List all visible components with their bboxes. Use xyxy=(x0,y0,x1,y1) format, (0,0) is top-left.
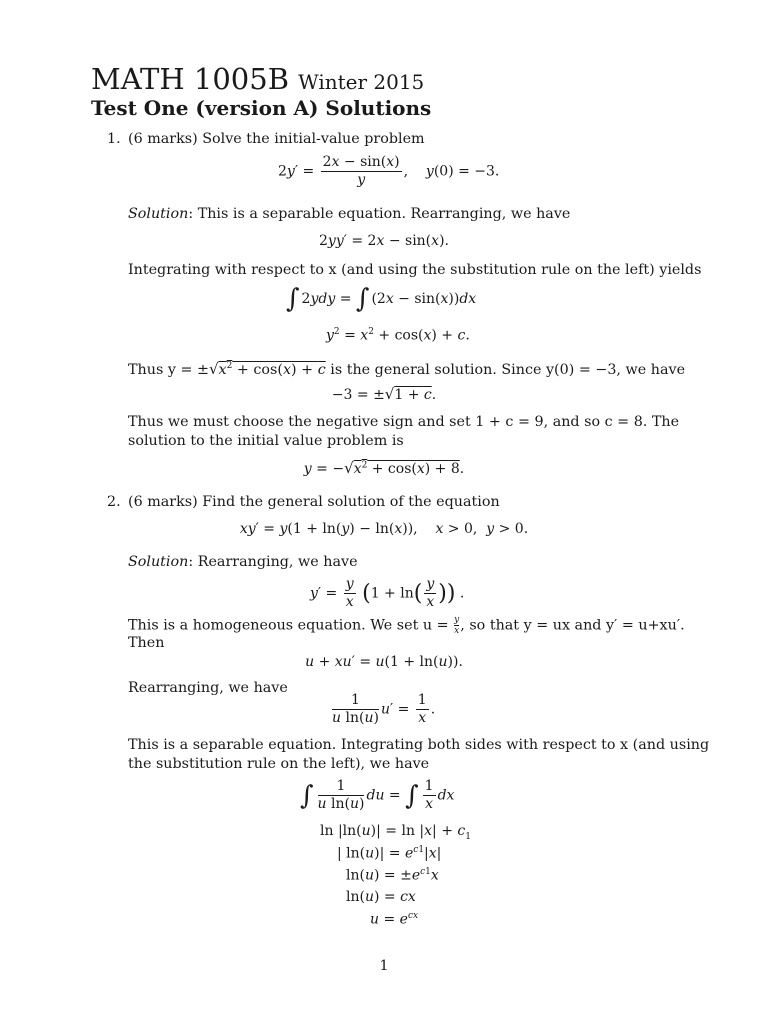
q2-step2: | $\ln(u)| = e^{c1}|x|$ xyxy=(337,845,442,862)
q2-step4: ln(u) = cx xyxy=(346,889,416,905)
q2-rearranging: Rearranging, we have xyxy=(128,680,288,696)
q2-equation: xy′ = y(1 + ln(y) − ln(x)), x > 0, y > 0. xyxy=(239,521,529,537)
integral-sign: ∫ xyxy=(355,284,370,314)
q1-initial-condition-equation: −3 = ±√1 + c. xyxy=(331,385,437,403)
q1-rearranged-equation: 2yy′ = 2x − sin(x). xyxy=(319,233,449,249)
q2-solution-line xyxy=(128,553,358,572)
q2-step1: $\ln |\ln(u)| = \ln |x| + c_1$ xyxy=(320,823,471,842)
q1-number: 1. xyxy=(107,131,121,147)
document-header xyxy=(91,62,424,96)
q2-rearranged-equation: y′ = $\frac{y}{x}$ (1 + ln( $\frac{y}{x}$ )) . xyxy=(310,576,465,610)
q1-negative-line1: Thus we must choose the negative sign and set 1 + c = 9, and so c = 8. The xyxy=(128,414,680,430)
q2-integral-equation: ∫ $\frac{1}{\text{u ln(u)}}$ du = ∫ $\frac{1}{x}$ dx xyxy=(300,778,455,812)
q2-step3: $\ln(u) = \pm e^{c1}x$ xyxy=(346,867,439,884)
page-title: Test One (version A) Solutions xyxy=(91,96,432,120)
q1-general-solution-line: Thus $y = \pm√x^2 + \cos(x) + c$ is the general solution. Since y(0) = −3, we have xyxy=(128,359,686,378)
q2-number: 2. xyxy=(107,494,121,510)
q1-solution-label: Solution xyxy=(128,206,189,222)
q1-final-answer: $y = -√x^2 + \cos(x) + 8$. xyxy=(303,459,465,477)
integral-sign: ∫ xyxy=(405,780,419,811)
page-number: 1 xyxy=(379,958,389,974)
q1-integrating-text: Integrating with respect to x (and using the substitution rule on the left) yields xyxy=(128,262,702,278)
integral-sign: ∫ xyxy=(300,780,314,811)
q2-solution-text: : Rearranging, we have xyxy=(188,554,358,570)
q2-homogeneous-line: This is a homogeneous equation. We set u = $\frac{y}{x}$ , so that y = ux and y′ = u+xu′. xyxy=(128,615,685,636)
integral-sign: ∫ xyxy=(286,284,300,314)
q2-solution-label: Solution xyxy=(128,554,189,570)
q2-separable-line1: This is a separable equation. Integrating both sides with respect to x (and using xyxy=(128,737,710,753)
q1-prompt: (6 marks) Solve the initial-value problem xyxy=(128,131,425,147)
q2-substituted-equation: u + xu′ = u(1 + ln(u)). xyxy=(305,654,463,670)
term: Winter 2015 xyxy=(298,70,425,94)
q2-separated-equation: $\frac{1}{\text{u ln(u)}}$ u′ = $\frac{1}{x}$ . xyxy=(332,692,436,726)
q2-homog-a: This is a homogeneous equation. We set u = xyxy=(128,617,449,634)
q1-thus-a: Thus y = ± xyxy=(128,361,209,378)
q1-negative-line2: solution to the initial value problem is xyxy=(128,433,404,449)
q1-solution-text: : This is a separable equation. Rearranging, we have xyxy=(188,206,571,222)
q1-ivp-equation: 2y′ = $\frac{2x - \sin(x)}{y}$ , y(0) = −3. xyxy=(278,154,500,188)
q2-separable-line2: the substitution rule on the left), we have xyxy=(128,756,430,772)
course-code: MATH 1005B xyxy=(91,62,290,96)
q2-step5: $u = e^{cx}$ xyxy=(370,911,419,928)
q2-homog-b: , so that y = ux and y′ = u+xu′. xyxy=(460,617,685,634)
q2-prompt: (6 marks) Find the general solution of the equation xyxy=(128,494,500,510)
q1-thus-b: is the general solution. Since y(0) = −3, we have xyxy=(330,361,686,378)
q1-solution-line xyxy=(128,205,570,224)
q1-integrated-result: $y^2 = x^2 + \cos(x) + c$. xyxy=(326,327,470,344)
q2-then: Then xyxy=(128,635,165,651)
q1-integral-equation: ∫ 2ydy = ∫ (2x − sin(x))dx xyxy=(286,284,477,314)
